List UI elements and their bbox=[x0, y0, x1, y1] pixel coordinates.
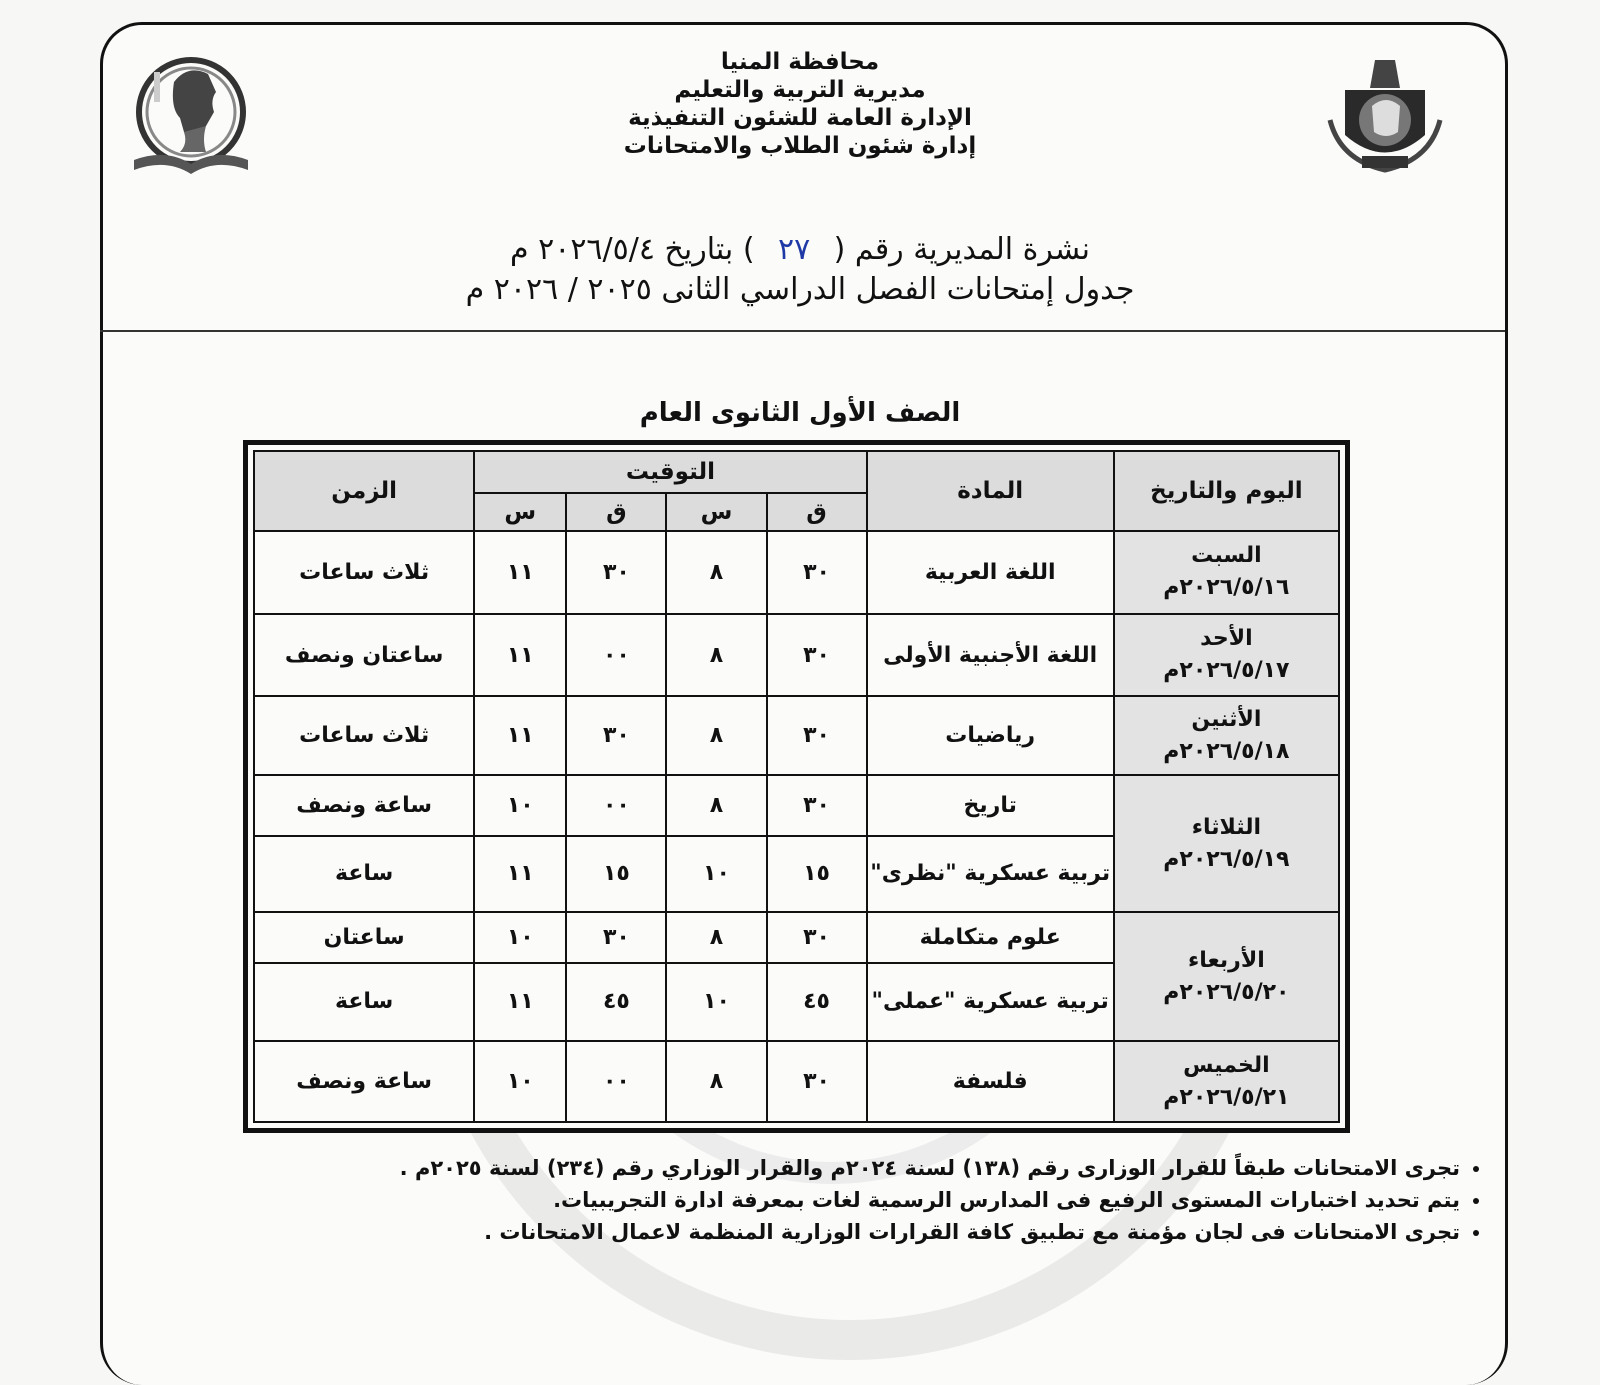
exam-date: ٢٠٢٦/٥/١٨م bbox=[1163, 738, 1290, 764]
bulletin-number: ٢٧ bbox=[777, 232, 811, 267]
day-date-cell bbox=[1114, 1041, 1339, 1122]
duration-cell: ساعة bbox=[254, 963, 474, 1042]
divider bbox=[100, 330, 1505, 332]
table-row bbox=[254, 531, 1339, 614]
exam-schedule-table bbox=[253, 450, 1340, 1123]
governorate-name: محافظة المنيا bbox=[720, 49, 880, 75]
end-minute-cell: ٠٠ bbox=[566, 775, 666, 836]
day-name: الثلاثاء bbox=[1191, 814, 1262, 840]
end-minute-cell: ٠٠ bbox=[566, 614, 666, 697]
day-date-cell bbox=[1114, 614, 1339, 697]
header-day-date: اليوم والتاريخ bbox=[1114, 451, 1339, 531]
exam-date: ٢٠٢٦/٥/٢٠م bbox=[1163, 979, 1290, 1005]
header-end-hour: س bbox=[474, 493, 566, 531]
exam-date: ٢٠٢٦/٥/١٩م bbox=[1163, 846, 1290, 872]
start-hour-cell: ٨ bbox=[666, 775, 766, 836]
start-minute-cell: ٣٠ bbox=[767, 531, 867, 614]
subject-cell: اللغة العربية bbox=[867, 531, 1114, 614]
day-name: الأحد bbox=[1200, 626, 1253, 652]
end-minute-cell: ١٥ bbox=[566, 836, 666, 913]
duration-cell: ثلاث ساعات bbox=[254, 531, 474, 614]
subject-cell: تربية عسكرية "نظرى" bbox=[867, 836, 1114, 913]
start-hour-cell: ١٠ bbox=[666, 963, 766, 1042]
department-name: إدارة شئون الطلاب والامتحانات bbox=[623, 133, 977, 159]
end-hour-cell: ١٠ bbox=[474, 775, 566, 836]
bulletin-date: ) بتاريخ ٢٠٢٦/٥/٤ م bbox=[509, 232, 755, 267]
subject-cell: علوم متكاملة bbox=[867, 912, 1114, 962]
end-hour-cell: ١٠ bbox=[474, 1041, 566, 1122]
subject-cell: اللغة الأجنبية الأولى bbox=[867, 614, 1114, 697]
duration-cell: ساعة bbox=[254, 836, 474, 913]
bulletin-prefix: نشرة المديرية رقم ( bbox=[833, 232, 1091, 267]
day-date-cell bbox=[1114, 696, 1339, 775]
start-minute-cell: ٣٠ bbox=[767, 1041, 867, 1122]
end-hour-cell: ١١ bbox=[474, 963, 566, 1042]
end-hour-cell: ١٠ bbox=[474, 912, 566, 962]
start-minute-cell: ٣٠ bbox=[767, 614, 867, 697]
notes-list bbox=[280, 1152, 1496, 1248]
start-minute-cell: ١٥ bbox=[767, 836, 867, 913]
note-item: • تجرى الامتحانات طبقاً للقرار الوزارى رقم (١٣٨) لسنة ٢٠٢٤م والقرار الوزاري رقم (٢٣٤) لسنة ٢٠٢٥م . bbox=[280, 1152, 1460, 1184]
exam-table-frame bbox=[243, 440, 1350, 1133]
start-minute-cell: ٤٥ bbox=[767, 963, 867, 1042]
end-minute-cell: ٤٥ bbox=[566, 963, 666, 1042]
table-row bbox=[254, 1041, 1339, 1122]
header-duration: الزمن bbox=[254, 451, 474, 531]
end-hour-cell: ١١ bbox=[474, 531, 566, 614]
day-date-cell bbox=[1114, 912, 1339, 1041]
day-name: الأثنين bbox=[1191, 706, 1262, 732]
general-administration-name: الإدارة العامة للشئون التنفيذية bbox=[628, 105, 972, 131]
table-row bbox=[254, 696, 1339, 775]
header-timing: التوقيت bbox=[474, 451, 866, 493]
table-row bbox=[254, 912, 1339, 962]
issuer-header bbox=[500, 48, 1100, 160]
exam-date: ٢٠٢٦/٥/١٧م bbox=[1163, 658, 1290, 684]
note-item: • يتم تحديد اختبارات المستوى الرفيع فى المدارس الرسمية لغات بمعرفة ادارة التجريبيات. bbox=[280, 1184, 1460, 1216]
start-hour-cell: ٨ bbox=[666, 614, 766, 697]
duration-cell: ساعتان bbox=[254, 912, 474, 962]
subject-cell: رياضيات bbox=[867, 696, 1114, 775]
subject-cell: فلسفة bbox=[867, 1041, 1114, 1122]
duration-cell: ثلاث ساعات bbox=[254, 696, 474, 775]
table-row bbox=[254, 614, 1339, 697]
directorate-name: مديرية التربية والتعليم bbox=[674, 77, 926, 103]
minya-governorate-emblem-icon bbox=[1320, 40, 1450, 180]
grade-title: الصف الأول الثانوى العام bbox=[639, 398, 961, 428]
nefertiti-book-logo-icon bbox=[126, 52, 256, 184]
day-date-cell bbox=[1114, 531, 1339, 614]
start-hour-cell: ٨ bbox=[666, 912, 766, 962]
end-hour-cell: ١١ bbox=[474, 696, 566, 775]
start-hour-cell: ٨ bbox=[666, 1041, 766, 1122]
subject-cell: تاريخ bbox=[867, 775, 1114, 836]
start-hour-cell: ٨ bbox=[666, 531, 766, 614]
day-date-cell bbox=[1114, 775, 1339, 912]
header-subject: المادة bbox=[867, 451, 1114, 531]
start-minute-cell: ٣٠ bbox=[767, 696, 867, 775]
header-start-hour: س bbox=[666, 493, 766, 531]
exam-date: ٢٠٢٦/٥/٢١م bbox=[1163, 1084, 1290, 1110]
duration-cell: ساعتان ونصف bbox=[254, 614, 474, 697]
day-name: السبت bbox=[1191, 543, 1262, 569]
end-minute-cell: ٣٠ bbox=[566, 696, 666, 775]
end-hour-cell: ١١ bbox=[474, 614, 566, 697]
bulletin-info bbox=[380, 230, 1220, 310]
schedule-title: جدول إمتحانات الفصل الدراسي الثانى ٢٠٢٥ / ٢٠٢٦ م bbox=[465, 272, 1135, 307]
start-hour-cell: ٨ bbox=[666, 696, 766, 775]
table-row bbox=[254, 775, 1339, 836]
header-end-minute: ق bbox=[566, 493, 666, 531]
end-minute-cell: ٣٠ bbox=[566, 531, 666, 614]
day-name: الأربعاء bbox=[1188, 947, 1265, 973]
subject-cell: تربية عسكرية "عملى" bbox=[867, 963, 1114, 1042]
start-minute-cell: ٣٠ bbox=[767, 912, 867, 962]
end-minute-cell: ٣٠ bbox=[566, 912, 666, 962]
exam-date: ٢٠٢٦/٥/١٦م bbox=[1163, 575, 1290, 601]
day-name: الخميس bbox=[1183, 1052, 1270, 1078]
start-hour-cell: ١٠ bbox=[666, 836, 766, 913]
duration-cell: ساعة ونصف bbox=[254, 1041, 474, 1122]
end-minute-cell: ٠٠ bbox=[566, 1041, 666, 1122]
note-item: • تجرى الامتحانات فى لجان مؤمنة مع تطبيق كافة القرارات الوزارية المنظمة لاعمال الامتحانات . bbox=[280, 1216, 1460, 1248]
start-minute-cell: ٣٠ bbox=[767, 775, 867, 836]
duration-cell: ساعة ونصف bbox=[254, 775, 474, 836]
bulletin-number-line bbox=[380, 230, 1220, 270]
header-start-minute: ق bbox=[767, 493, 867, 531]
end-hour-cell: ١١ bbox=[474, 836, 566, 913]
